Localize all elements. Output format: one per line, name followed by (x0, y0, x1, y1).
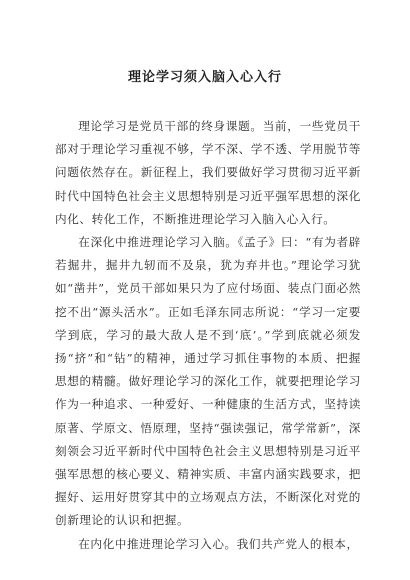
document-title: 理论学习须入脑入心入行 (127, 70, 282, 85)
document-body (55, 115, 361, 556)
paragraph-3: 在内化中推进理论学习入心。我们共产党人的根本， (78, 536, 359, 551)
paragraph-2: 在深化中推进理论学习入脑。《孟子》曰：“有为者辟若掘井，掘井九轫而不及泉，犹为弃井也。”理论学习犹如“凿井”，党员干部如果只为了应付场面、装点门面必然挖不出“源头活水”。正如毛泽东同志所说：“学习一定要学到底，学习的最大敌人是不到‘底’。”学到底就必须发扬“挤”和“钻”的精神，通过学习抓住事物的本质、把握思想的精髓。做好理论学习的深化工作，就要把理论学习作为一种追求、一种爱好、一种健康的生活方式，坚持读原著、学原文、悟原理，坚持“强读强记，常学常新”，深刻领会习近平新时代中国特色社会主义思想特别是习近平强军思想的核心要义、精神实质、丰富内涵实践要求，把握好、运用好贯穿其中的立场观点方法，不断深化对党的创新理论的认识和把握。 (55, 235, 361, 528)
paragraph-1: 理论学习是党员干部的终身课题。当前，一些党员干部对于理论学习重视不够，学不深、学不透、学用脱节等问题依然存在。新征程上，我们要做好学习贯彻习近平新时代中国特色社会主义思想特别是习近平强军思想的深化内化、转化工作，不断推进理论学习入脑入心入行。 (55, 119, 361, 226)
